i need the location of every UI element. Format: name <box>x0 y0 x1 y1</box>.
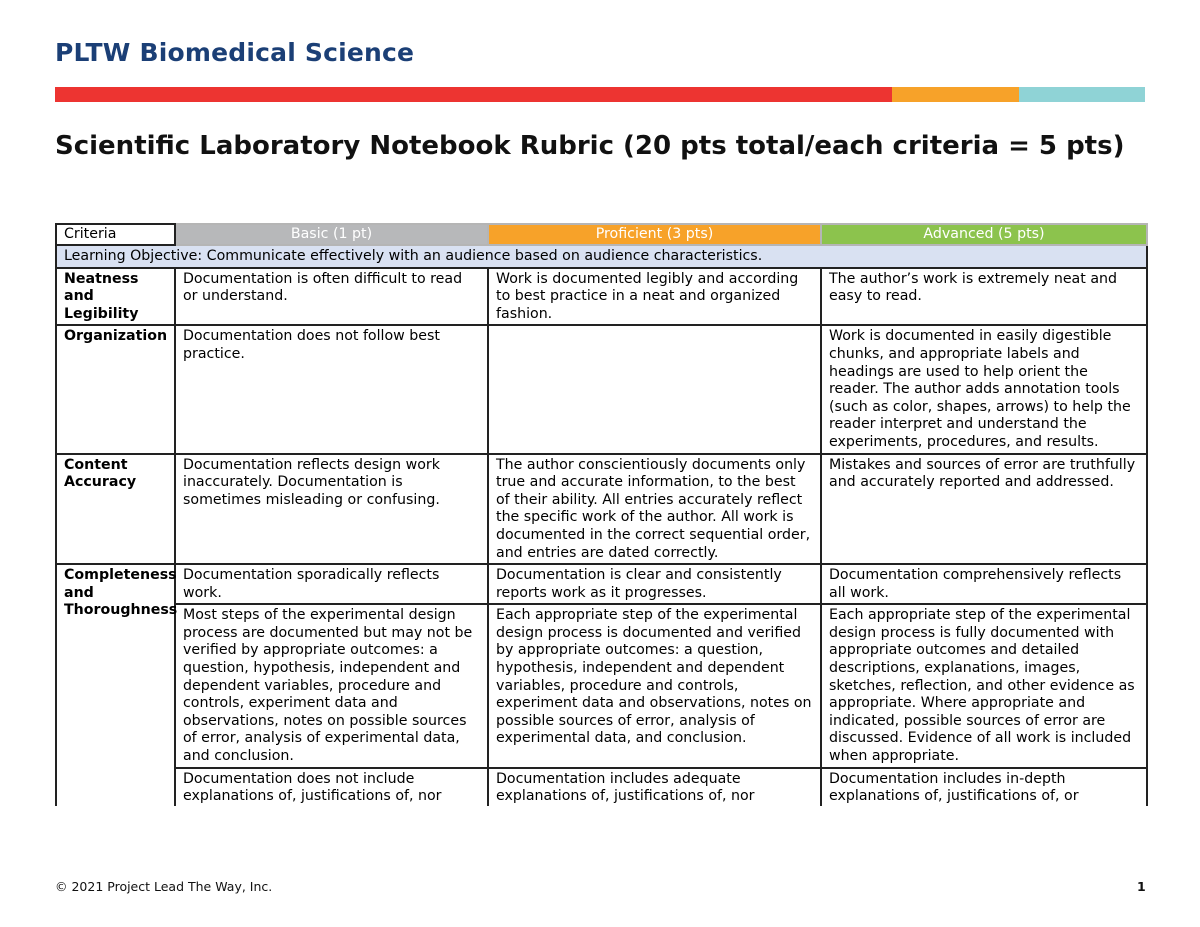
cell-advanced: Each appropriate step of the experimental design process is fully documented with appropriate outcomes and detailed descriptions, explanations, images, sketches, reflection, and other evidence as appropriate. Where appropriate and indicated, possible sources of error are discussed. Evidence of all work is included when appropriate. <box>821 604 1147 767</box>
cell-advanced: Work is documented in easily digestible chunks, and appropriate labels and headings are used to help orient the reader. The author adds annotation tools (such as color, shapes, arrows) to help the reader interpret and understand the experiments, procedures, and results. <box>821 325 1147 453</box>
cell-proficient <box>488 325 821 453</box>
learning-objective: Learning Objective: Communicate effectively with an audience based on audience characteristics. <box>56 245 1147 268</box>
header-criteria: Criteria <box>56 224 175 245</box>
rubric-header-row <box>56 224 1147 245</box>
table-row <box>56 454 1147 565</box>
table-row <box>56 268 1147 326</box>
page-number: 1 <box>1137 879 1146 894</box>
header-color-bar-orange <box>892 87 1019 102</box>
criteria-completeness: Completeness and Thoroughness <box>56 564 175 806</box>
table-row <box>56 564 1147 604</box>
cell-basic: Documentation sporadically reflects work. <box>175 564 488 604</box>
table-row <box>56 768 1147 806</box>
header-advanced: Advanced (5 pts) <box>821 224 1147 245</box>
criteria-content-accuracy: Content Accuracy <box>56 454 175 565</box>
table-row <box>56 325 1147 453</box>
cell-proficient: Work is documented legibly and according to best practice in a neat and organized fashion. <box>488 268 821 326</box>
cell-basic: Most steps of the experimental design process are documented but may not be verified by appropriate outcomes: a question, hypothesis, independent and dependent variables, procedure and controls, experiment data and observations, notes on possible sources of error, analysis of experimental data, and conclusion. <box>175 604 488 767</box>
cell-proficient: Each appropriate step of the experimental design process is documented and verified by appropriate outcomes: a question, hypothesis, independent and dependent variables, procedure and controls, experiment data and observations, notes on possible sources of error, analysis of experimental data, and conclusion. <box>488 604 821 767</box>
cell-basic: Documentation is often difficult to read or understand. <box>175 268 488 326</box>
criteria-neatness: Neatness and Legibility <box>56 268 175 326</box>
header-color-bar-red <box>55 87 892 102</box>
header-proficient: Proficient (3 pts) <box>488 224 821 245</box>
cell-advanced: The author’s work is extremely neat and easy to read. <box>821 268 1147 326</box>
header-title: PLTW Biomedical Science <box>55 38 415 67</box>
header-color-bar-teal <box>1019 87 1145 102</box>
table-row <box>56 604 1147 767</box>
cell-basic: Documentation reflects design work inaccurately. Documentation is sometimes misleading or confusing. <box>175 454 488 565</box>
learning-objective-row <box>56 245 1147 268</box>
cell-proficient: Documentation includes adequate explanations of, justifications of, nor <box>496 770 755 805</box>
cell-advanced: Documentation comprehensively reflects all work. <box>821 564 1147 604</box>
document-title: Scientific Laboratory Notebook Rubric (20 pts total/each criteria = 5 pts) <box>55 131 1125 161</box>
cell-advanced: Documentation includes in-depth explanations of, justifications of, or <box>829 770 1079 805</box>
cell-proficient: The author conscientiously documents only true and accurate information, to the best of their ability. All entries accurately reflect the specific work of the author. All work is documented in the correct sequential order, and entries are dated correctly. <box>488 454 821 565</box>
cell-basic: Documentation does not include explanations of, justifications of, nor <box>183 770 442 805</box>
rubric-table <box>55 223 1148 806</box>
criteria-organization: Organization <box>56 325 175 453</box>
cell-basic: Documentation does not follow best practice. <box>175 325 488 453</box>
cell-proficient: Documentation is clear and consistently reports work as it progresses. <box>488 564 821 604</box>
footer-copyright: © 2021 Project Lead The Way, Inc. <box>55 879 273 894</box>
header-basic: Basic (1 pt) <box>175 224 488 245</box>
cell-advanced: Mistakes and sources of error are truthfully and accurately reported and addressed. <box>821 454 1147 565</box>
